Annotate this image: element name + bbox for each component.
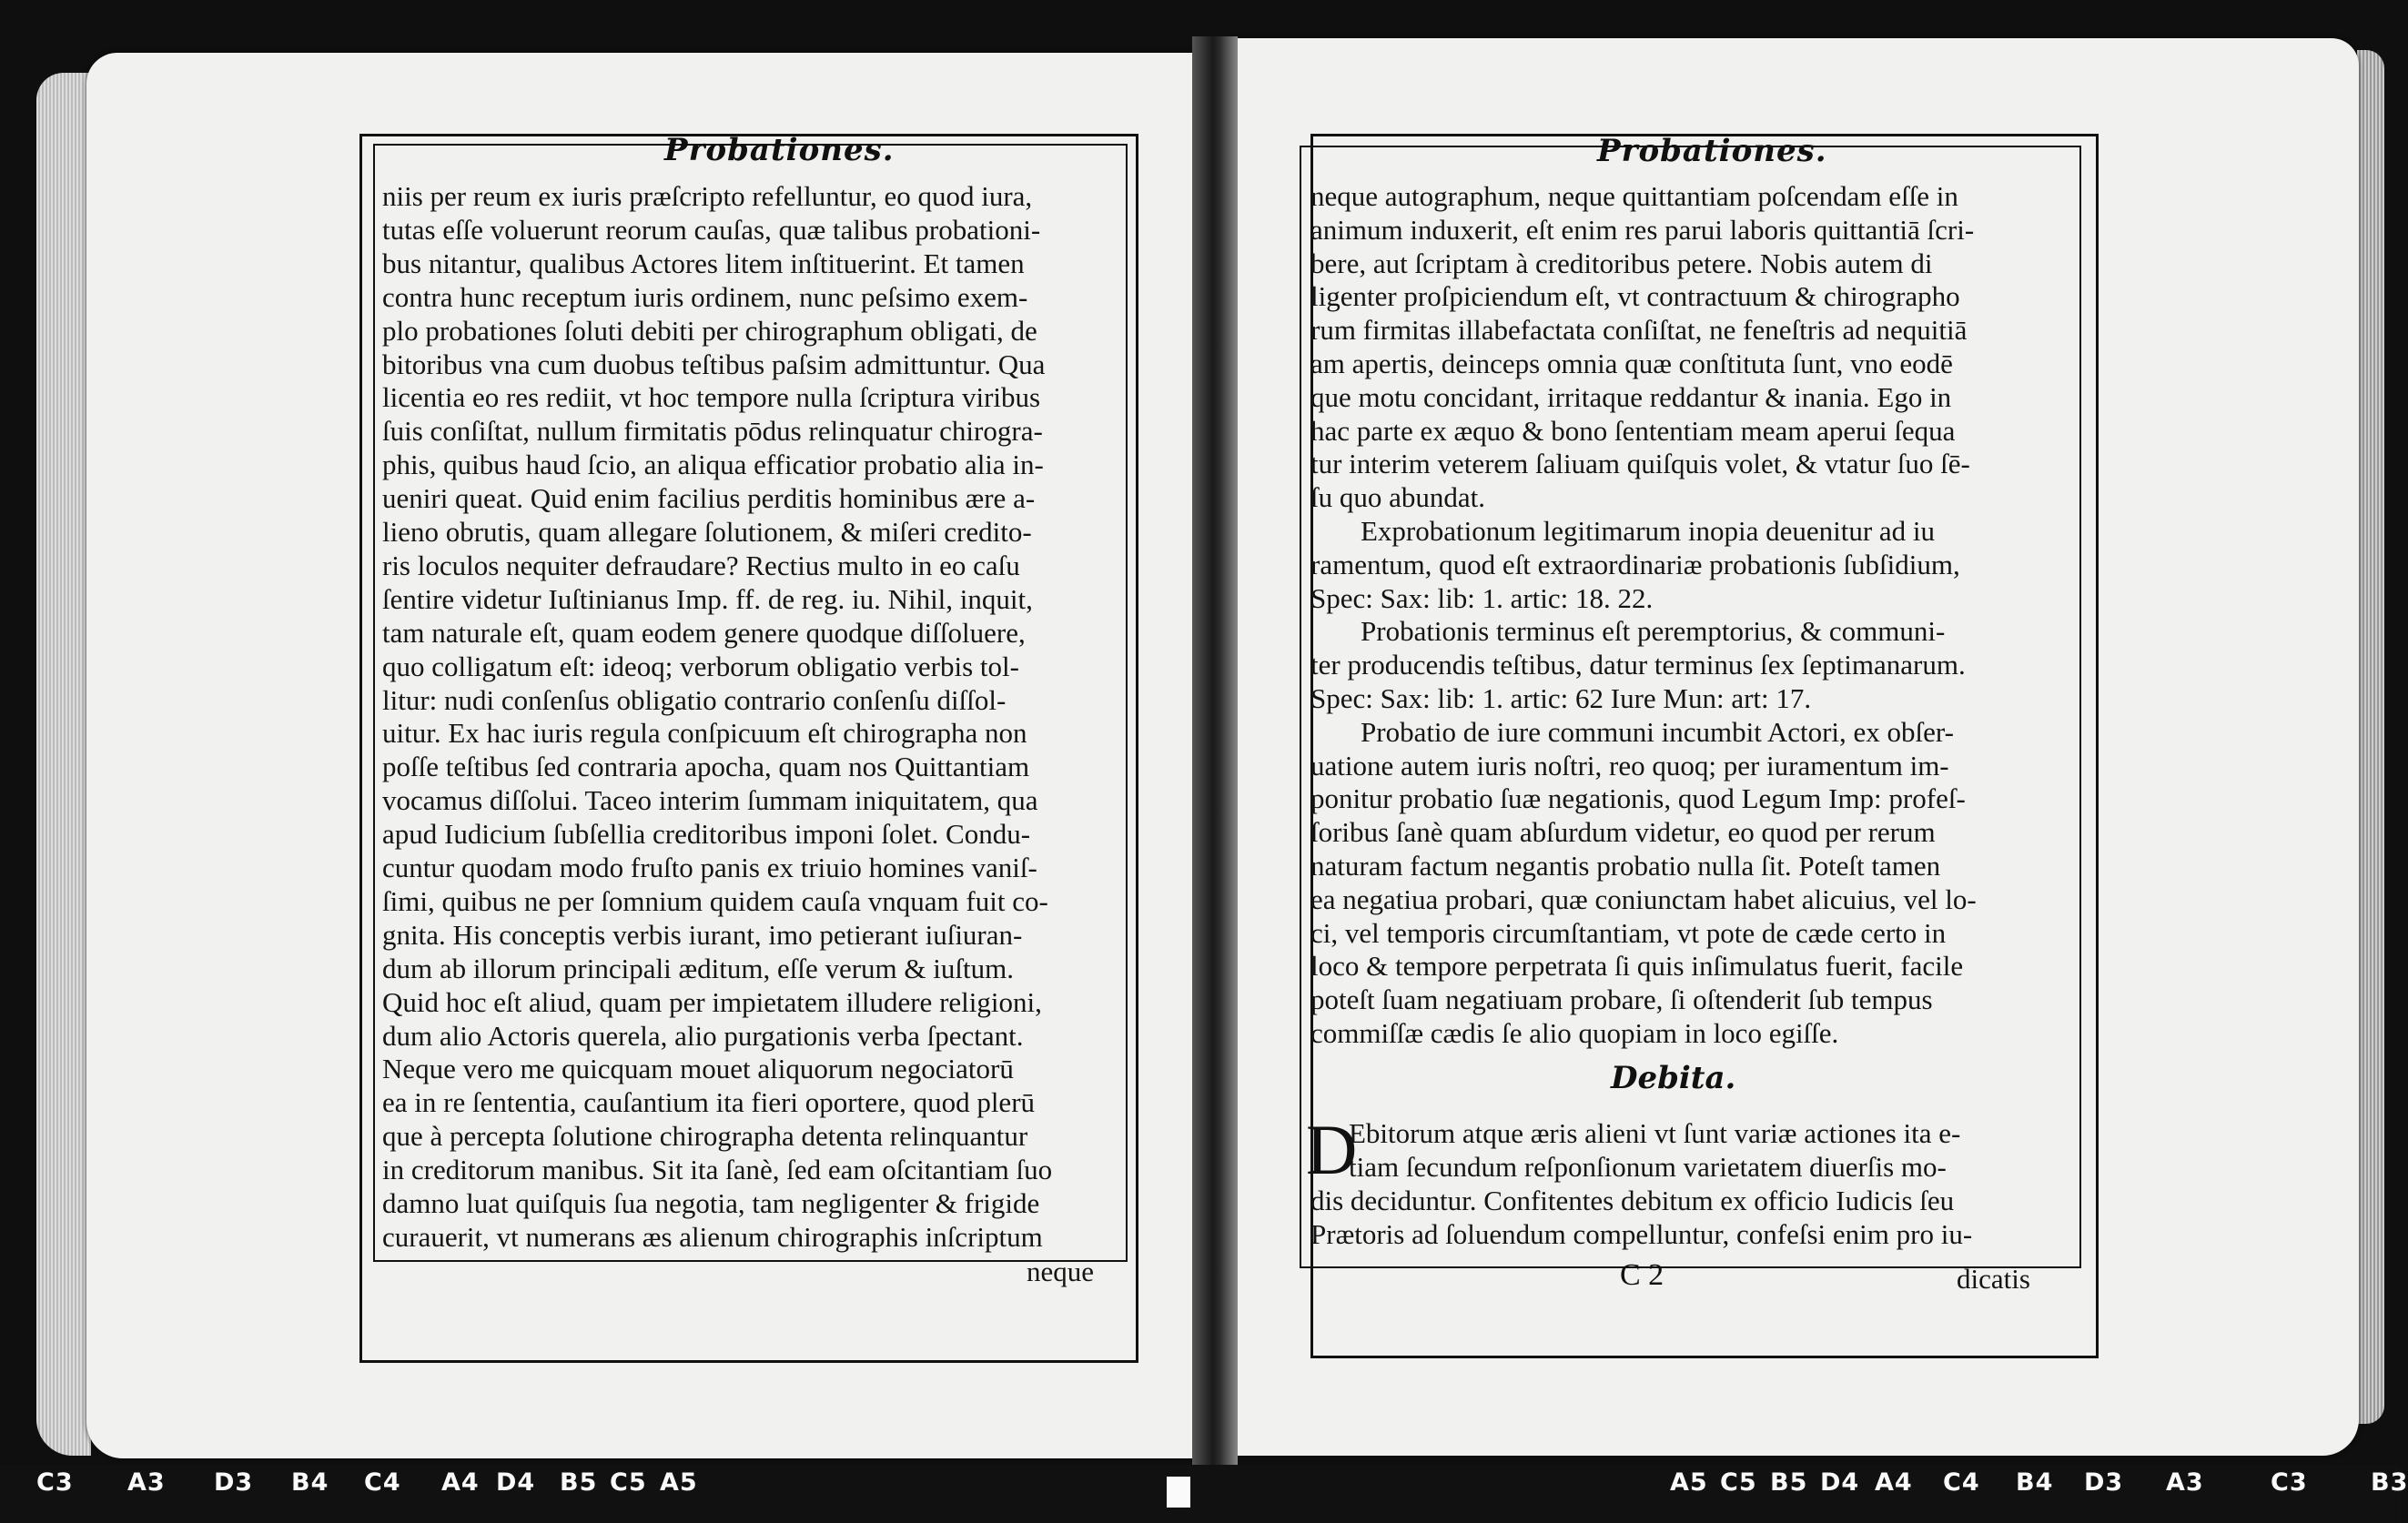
right-text-line: naturam factum negantis probatio nulla ſit. Poteſt tamen <box>1310 850 1941 882</box>
right-text-line: loco & tempore perpetrata ſi quis inſimulatus fuerit, facile <box>1310 950 1964 983</box>
debita-text-line: tiam ſecundum reſponſionum varietatem diuerſis mo- <box>1349 1151 1947 1183</box>
right-text-line: uatione autem iuris noſtri, reo quoq; per iuramentum im- <box>1310 749 1949 782</box>
index-tab-label: A5 <box>1670 1468 1708 1497</box>
left-text-line: apud Iudicium ſubſellia creditoribus imponi ſolet. Condu- <box>382 818 1031 851</box>
right-text-line: ſu quo abundat. <box>1310 481 1485 514</box>
right-text-line: ea negatiua probari, quæ coniunctam habet alicuius, vel lo- <box>1310 883 1977 915</box>
right-text-line: hac parte ex æquo & bono ſententiam meam aperui ſequa <box>1310 414 1956 447</box>
index-tab-label: D4 <box>496 1468 536 1497</box>
index-tab-label: C5 <box>610 1468 647 1497</box>
right-running-head: Probationes. <box>1597 133 1827 169</box>
index-tab-label: D3 <box>214 1468 254 1497</box>
right-text-line: poteſt ſuam negatiuam probare, ſi oſtenderit ſub tempus <box>1310 983 1933 1016</box>
index-tab-label: B4 <box>291 1468 329 1497</box>
index-tab-label: A4 <box>441 1468 480 1497</box>
left-text-line: tutas eſſe voluerunt reorum cauſas, quæ talibus probationi- <box>382 213 1041 246</box>
left-text-line: dum ab illorum principali æditum, eſſe verum & iuſtum. <box>382 952 1014 984</box>
index-tab-label: A4 <box>1875 1468 1913 1497</box>
right-text-line: am apertis, deinceps omnia quæ conſtituta ſunt, vno eodē <box>1310 348 1953 379</box>
right-text-line: Exprobationum legitimarum inopia deuenitur ad iu <box>1361 515 1936 547</box>
left-text-line: vocamus diſſolui. Taceo interim ſummam iniquitatem, qua <box>382 784 1038 817</box>
right-text-line: ramentum, quod eſt extraordinariæ probationis ſubſidium, <box>1310 548 1960 580</box>
drop-cap: D <box>1306 1110 1358 1189</box>
right-text-line: Spec: Sax: lib: 1. artic: 62 Iure Mun: art: 17. <box>1310 682 1812 714</box>
index-tab-label: C4 <box>1943 1468 1980 1497</box>
left-text-line: ea in re ſententia, cauſantium ita fieri oportere, quod plerū <box>382 1086 1036 1119</box>
left-text-line: cuntur quodam modo fruſto panis ex triuio homines vaniſ- <box>382 852 1037 883</box>
left-text-line: que à percepta ſolutione chirographa detenta relinquantur <box>382 1120 1028 1153</box>
left-catchword: neque <box>1027 1256 1095 1287</box>
right-text-line: ſoribus ſanè quam abſurdum videtur, eo quod per rerum <box>1310 816 1936 849</box>
left-text-line: damno luat quiſquis ſua negotia, tam negligenter & frigide <box>382 1187 1040 1219</box>
right-text-line: rum firmitas illabefactata conſiſtat, ne feneſtris ad nequitiā <box>1310 314 1968 347</box>
signature-mark: C 2 <box>1620 1258 1664 1292</box>
left-text-line: licentia eo res rediit, vt hoc tempore nulla ſcriptura viribus <box>382 381 1041 414</box>
right-text-line: ligenter proſpiciendum eſt, vt contractuum & chirographo <box>1310 280 1960 313</box>
right-text-line: ponitur probatio ſuæ negationis, quod Legum Imp: profeſ- <box>1310 782 1966 815</box>
section-title-debita: Debita. <box>1611 1060 1736 1096</box>
right-text-line: Probatio de iure communi incumbit Actori, ex obſer- <box>1361 715 1954 748</box>
book-gutter <box>1192 36 1238 1465</box>
index-tab-label: C3 <box>2271 1468 2308 1497</box>
left-page-edges <box>36 73 91 1456</box>
index-tab-label: B4 <box>2016 1468 2054 1497</box>
index-tab-label: A3 <box>127 1468 166 1497</box>
left-text-line: Quid hoc eſt aliud, quam per impietatem illudere religioni, <box>382 985 1042 1018</box>
right-catchword: dicatis <box>1957 1263 2030 1295</box>
right-text-line: ci, vel temporis circumſtantiam, vt pote de cæde certo in <box>1310 916 1947 949</box>
left-text-line: ris loculos nequiter defraudare? Rectius multo in eo caſu <box>382 549 1020 581</box>
left-running-head: Probationes. <box>664 132 895 168</box>
right-body-text <box>1310 180 2066 1281</box>
left-text-line: ſentire videtur Iuſtinianus Imp. ff. de reg. iu. Nihil, inquit, <box>382 582 1033 615</box>
index-tab-label: D3 <box>2084 1468 2124 1497</box>
debita-text-line: Prætoris ad ſoluendum compelluntur, confeſsi enim pro iu- <box>1310 1218 1973 1250</box>
index-tab-label: C4 <box>364 1468 401 1497</box>
debita-text-line: dis deciduntur. Confitentes debitum ex officio Iudicis ſeu <box>1310 1185 1955 1216</box>
right-text-line: que motu concidant, irritaque reddantur & inania. Ego in <box>1310 380 1952 413</box>
right-text-line: bere, aut ſcriptam à creditoribus petere. Nobis autem di <box>1310 247 1933 279</box>
index-tab-label: B5 <box>560 1468 598 1497</box>
left-text-line: contra hunc receptum iuris ordinem, nunc peſsimo exem- <box>382 280 1028 313</box>
left-text-line: plo probationes ſoluti debiti per chirographum obligati, de <box>382 314 1037 347</box>
right-text-line: ter producendis teſtibus, datur terminus ſex ſeptimanarum. <box>1310 649 1966 681</box>
right-text-line: neque autographum, neque quittantiam poſcendam eſſe in <box>1310 180 1958 212</box>
right-text-line: Probationis terminus eſt peremptorius, & communi- <box>1361 615 1946 648</box>
left-body-text <box>382 180 1124 1263</box>
left-text-line: bitoribus vna cum duobus teſtibus paſsim admittuntur. Qua <box>382 348 1046 380</box>
left-text-line: in creditorum manibus. Sit ita ſanè, ſed eam oſcitantiam ſuo <box>382 1154 1053 1186</box>
left-text-line: poſſe teſtibus ſed contraria apocha, quam nos Quittantiam <box>382 751 1030 783</box>
right-text-line: tur interim veterem ſaliuam quiſquis volet, & vtatur ſuo ſē- <box>1310 448 1970 480</box>
left-text-line: lieno obrutis, quam allegare ſolutionem, & miſeri credito- <box>382 516 1032 548</box>
left-text-line: phis, quibus haud ſcio, an aliqua efficatior probatio alia in- <box>382 449 1044 481</box>
index-tab-label: D4 <box>1820 1468 1860 1497</box>
left-text-line: ſimi, quibus ne per ſomnium quidem cauſa vnquam fuit co- <box>382 884 1048 917</box>
left-text-line: curauerit, vt numerans æs alienum chirographis inſcriptum <box>382 1220 1043 1253</box>
center-marker <box>1167 1477 1190 1508</box>
left-text-line: ſuis conſiſtat, nullum firmitatis pōdus relinquatur chirogra- <box>382 415 1043 448</box>
left-text-line: ueniri queat. Quid enim facilius perditis hominibus ære a- <box>382 482 1036 515</box>
index-tab-label: B5 <box>1770 1468 1808 1497</box>
left-text-line: bus nitantur, qualibus Actores litem inſtituerint. Et tamen <box>382 247 1025 279</box>
index-tab-label: A3 <box>2166 1468 2204 1497</box>
left-text-line: quo colligatum eſt: ideoq; verborum obligatio verbis tol- <box>382 650 1019 682</box>
left-text-line: dum alio Actoris querela, alio purgationis verba ſpectant. <box>382 1019 1024 1052</box>
left-text-line: litur: nudi conſenſus obligatio contrario conſenſu diſſol- <box>382 683 1007 716</box>
index-tab-label: C3 <box>36 1468 74 1497</box>
right-text-line: animum induxerit, eſt enim res parui laboris quittantiā ſcri- <box>1310 213 1975 246</box>
left-text-line: Neque vero me quicquam mouet aliquorum negociatorū <box>382 1053 1014 1085</box>
debita-text-line: Ebitorum atque æris alieni vt ſunt variæ actiones ita e- <box>1349 1117 1961 1149</box>
left-text-line: uitur. Ex hac iuris regula conſpicuum eſt chirographa non <box>382 717 1027 750</box>
right-text-line: commiſſæ cædis ſe alio quopiam in loco egiſſe. <box>1310 1017 1839 1049</box>
left-text-line: niis per reum ex iuris præſcripto refelluntur, eo quod iura, <box>382 180 1033 212</box>
index-tab-label: C5 <box>1720 1468 1757 1497</box>
right-text-line: Spec: Sax: lib: 1. artic: 18. 22. <box>1310 581 1654 614</box>
right-page-edges <box>2357 50 2384 1424</box>
left-text-line: tam naturale eſt, quam eodem genere quodque diſſoluere, <box>382 616 1026 649</box>
left-text-line: gnita. His conceptis verbis iurant, imo petierant iuſiuran- <box>382 918 1023 951</box>
index-tab-label: B3 <box>2371 1468 2408 1497</box>
index-tab-label: A5 <box>660 1468 698 1497</box>
